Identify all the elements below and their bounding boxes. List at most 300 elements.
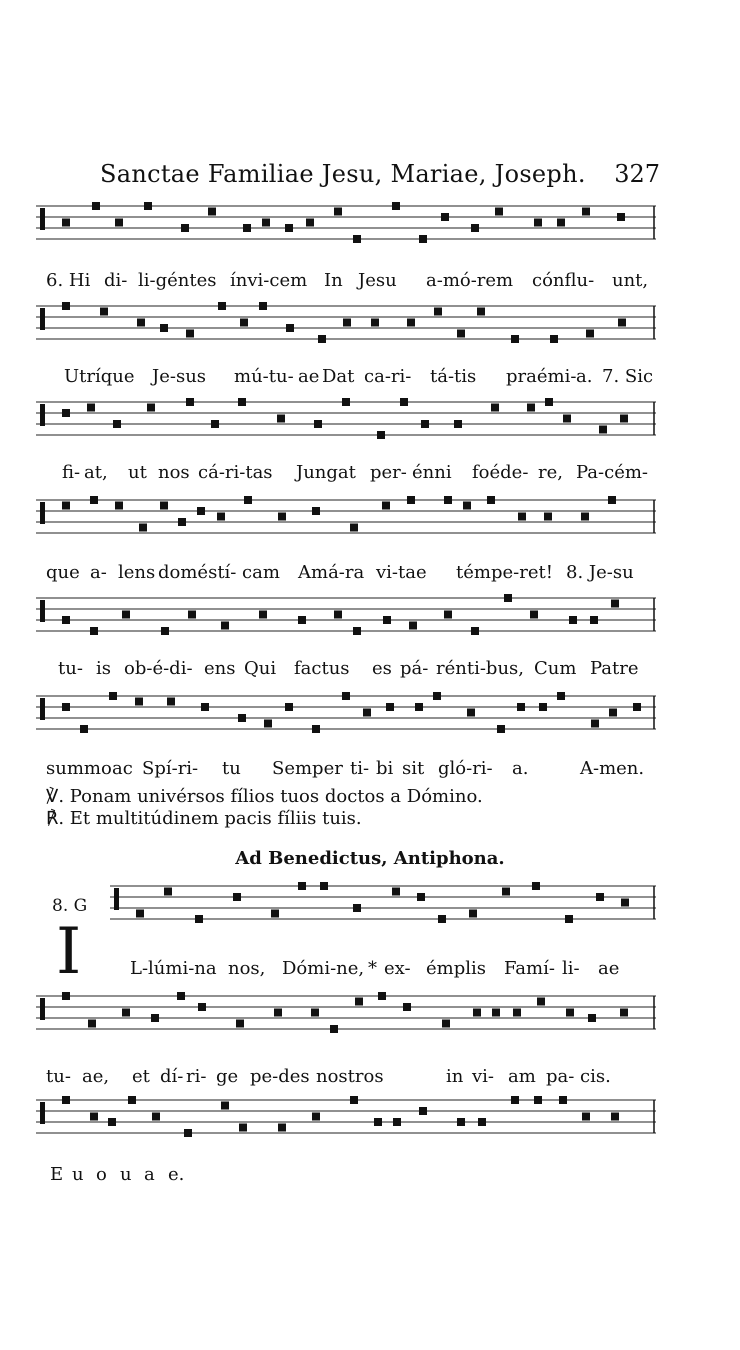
lyric-syllable: rénti-bus, [436,658,524,679]
chant-staff [36,200,656,250]
neume [100,308,108,316]
neume [415,703,423,711]
neume [177,992,185,1000]
lyric-syllable: cam [242,562,280,583]
staff-svg [36,592,656,642]
lyric-syllable: cá-ri-tas [198,462,273,483]
neume [409,622,417,630]
neume [122,611,130,619]
neume [434,308,442,316]
staff-svg [36,200,656,250]
neume [62,409,70,417]
neume [530,611,538,619]
lyric-syllable: unt, [612,270,649,291]
lyric-syllable: Patre [590,658,639,679]
neume [495,208,503,216]
lyric-syllable: Qui [244,658,277,679]
neume [511,335,519,343]
neume [342,398,350,406]
neume [478,1118,486,1126]
neume [318,335,326,343]
clef-mark [40,308,45,330]
neume [383,616,391,624]
neume [306,219,314,227]
neume [278,1124,286,1132]
lyric-syllable: In [324,270,343,291]
neume [334,611,342,619]
neume [311,1009,319,1017]
lyric-syllable: nostros [316,1066,384,1087]
neume [243,224,251,232]
neume [534,219,542,227]
neume [620,415,628,423]
neume [471,627,479,635]
neume [442,1020,450,1028]
lyric-syllable: ri- [186,1066,207,1087]
lyric-syllable: li-géntes [138,270,217,291]
neume [221,1102,229,1110]
lyric-syllable: ínvi-cem [230,270,308,291]
page-title: Sanctae Familiae Jesu, Mariae, Joseph. [100,160,586,188]
neume [62,219,70,227]
neume [88,1020,96,1028]
neume [596,893,604,901]
neume [186,398,194,406]
clef-mark [40,998,45,1020]
neume [62,616,70,624]
neume [90,496,98,504]
neume [136,910,144,918]
lyric-syllable: Famí- [504,958,555,979]
neume [609,709,617,717]
lyric-syllable: 7. Sic [602,366,654,387]
neume [441,213,449,221]
lyric-syllable: Jesu [358,270,397,291]
clef-mark [40,404,45,426]
lyric-syllable: doméstí- [158,562,237,583]
neume [471,224,479,232]
neume [371,319,379,327]
neume [590,616,598,624]
lyric-syllable: is [96,658,111,679]
neume [62,703,70,711]
lyric-syllable: ae, [82,1066,110,1087]
neume [160,324,168,332]
neume [320,882,328,890]
lyric-syllable: at, [84,462,108,483]
neume [565,915,573,923]
clef-mark [40,502,45,524]
neume [160,502,168,510]
neume [569,616,577,624]
neume [285,224,293,232]
lyric-syllable: ut [128,462,147,483]
lyric-syllable: ti- [350,758,370,779]
neume [161,627,169,635]
neume [312,725,320,733]
neume [487,496,495,504]
neume [262,219,270,227]
lyric-syllable: a- [90,562,107,583]
lyric-syllable: in [446,1066,464,1087]
neume [513,1009,521,1017]
staff-svg [36,690,656,740]
neume [392,202,400,210]
neume [285,703,293,711]
lyric-syllable: * [368,958,377,979]
neume [286,324,294,332]
lyric-syllable: pe-des [250,1066,310,1087]
lyric-syllable: ex- [384,958,411,979]
neume [539,703,547,711]
lyric-syllable: sit [402,758,425,779]
response: ℟. Et multitúdinem pacis fíliis tuis. [46,808,362,829]
neume [403,1003,411,1011]
lyric-line [46,1164,656,1188]
neume [433,692,441,700]
neume [274,1009,282,1017]
lyric-syllable: L-lúmi-na [130,958,217,979]
lyric-syllable: praémi- [506,366,577,387]
neume [109,692,117,700]
neume [271,910,279,918]
lyric-syllable: vi-tae [376,562,427,583]
neume [611,1113,619,1121]
clef-mark [40,698,45,720]
neume [621,899,629,907]
neume [550,335,558,343]
lyric-syllable: nos [158,462,190,483]
neume [221,622,229,630]
lyric-syllable: E [50,1164,64,1185]
neume [218,302,226,310]
neume [566,1009,574,1017]
neume [164,888,172,896]
neume [363,709,371,717]
neume [392,888,400,896]
neume [586,330,594,338]
neume [334,208,342,216]
neume [582,1113,590,1121]
lyric-syllable: émplis [426,958,486,979]
clef-mark [40,1102,45,1124]
neume [151,1014,159,1022]
neume [534,1096,542,1104]
lyric-syllable: ob-é-di- [124,658,193,679]
neume [152,1113,160,1121]
lyric-syllable: am [508,1066,536,1087]
neume [236,1020,244,1028]
clef-mark [40,208,45,230]
lyric-syllable: mú-tu- [234,366,294,387]
lyric-syllable: ae [298,366,320,387]
lyric-syllable: per- [370,462,407,483]
lyric-syllable: ens [204,658,236,679]
neume [611,600,619,608]
lyric-syllable: a. [512,758,529,779]
neume [278,513,286,521]
neume [407,319,415,327]
antiphon-heading: Ad Benedictus, Antiphona. [235,848,505,869]
neume [532,882,540,890]
lyric-syllable: pá- [400,658,429,679]
neume [400,398,408,406]
neume [620,1009,628,1017]
neume [264,720,272,728]
neume [527,404,535,412]
neume [211,420,219,428]
lyric-syllable: que [46,562,80,583]
neume [184,1129,192,1137]
chant-staff [36,592,656,642]
lyric-syllable: Dat [322,366,355,387]
lyric-syllable: li- [562,958,580,979]
lyric-line [46,366,656,390]
neume [343,319,351,327]
staff-svg [36,300,656,350]
lyric-syllable: fi- [62,462,81,483]
neume [502,888,510,896]
neume [147,404,155,412]
neume [80,725,88,733]
lyric-line [46,462,656,486]
neume [350,524,358,532]
neume [259,302,267,310]
neume [617,213,625,221]
lyric-syllable: tu- [58,658,83,679]
lyric-syllable: a [144,1164,155,1185]
neume [557,692,565,700]
neume [115,502,123,510]
neume [355,998,363,1006]
clef-mark [114,888,119,910]
neume [198,1003,206,1011]
neume [545,398,553,406]
neume [188,611,196,619]
neume [113,420,121,428]
neume [477,308,485,316]
neume [633,703,641,711]
neume [582,208,590,216]
staff-svg [36,1094,656,1144]
lyric-syllable: tu- [46,1066,71,1087]
neume [473,1009,481,1017]
neume [463,502,471,510]
lyric-syllable: Jungat [296,462,356,483]
neume [591,720,599,728]
lyric-syllable: tu [222,758,241,779]
lyric-syllable: tá-tis [430,366,477,387]
chant-staff [36,690,656,740]
neume [378,992,386,1000]
lyric-syllable: summo [46,758,112,779]
neume [87,404,95,412]
neume [233,893,241,901]
neume [382,502,390,510]
lyric-syllable: cis. [580,1066,611,1087]
lyric-line [46,758,656,782]
lyric-syllable: Amá-ra [298,562,365,583]
neume [167,698,175,706]
lyric-syllable: ac [112,758,133,779]
lyric-syllable: a-mó-rem [426,270,514,291]
neume [135,698,143,706]
lyric-syllable: gló-ri- [438,758,493,779]
neume [62,302,70,310]
neume [457,1118,465,1126]
neume [90,1113,98,1121]
lyric-syllable: nos, [228,958,266,979]
versicle: ℣. Ponam univérsos fílios tuos doctos a Dómino. [46,786,483,807]
staff-svg [36,396,656,446]
lyric-syllable: bi [376,758,394,779]
neume [208,208,216,216]
neume [298,882,306,890]
lyric-syllable: ae [598,958,620,979]
neume [386,703,394,711]
neume [186,330,194,338]
neume [353,235,361,243]
neume [467,709,475,717]
neume [239,1124,247,1132]
neume [517,703,525,711]
lyric-syllable: foéde- [472,462,529,483]
lyric-syllable: ca-ri- [364,366,412,387]
neume [178,518,186,526]
neume [181,224,189,232]
lyric-syllable: Semper [272,758,343,779]
neume [197,507,205,515]
neume [581,513,589,521]
neume [298,616,306,624]
neume [139,524,147,532]
neume [588,1014,596,1022]
neume [444,496,452,504]
lyric-line [46,658,656,682]
lyric-syllable: factus [294,658,350,679]
neume [62,1096,70,1104]
neume [454,420,462,428]
neume [511,1096,519,1104]
drop-initial: I [56,915,82,989]
neume [374,1118,382,1126]
lyric-syllable: et [132,1066,150,1087]
lyric-syllable: e. [168,1164,185,1185]
neume [407,496,415,504]
neume [504,594,512,602]
neume [457,330,465,338]
neume [259,611,267,619]
lyric-syllable: Utríque [64,366,135,387]
lyric-syllable: Je-sus [152,366,207,387]
lyric-syllable: témpe-ret! [456,562,553,583]
neume [557,219,565,227]
neume [492,1009,500,1017]
neume [421,420,429,428]
neume [469,910,477,918]
staff-svg [110,880,656,930]
lyric-line [46,1066,656,1090]
lyric-syllable: Pa-cém- [576,462,648,483]
staff-svg [36,494,656,544]
neume [244,496,252,504]
chant-staff [36,1094,656,1144]
neume [353,904,361,912]
neume [618,319,626,327]
neume [62,992,70,1000]
neume [238,714,246,722]
lyric-syllable: vi- [472,1066,495,1087]
lyric-syllable: u [72,1164,84,1185]
chant-staff [110,880,656,930]
neume [518,513,526,521]
lyric-line [130,958,656,982]
neume [314,420,322,428]
neume [544,513,552,521]
lyric-syllable: di- [104,270,128,291]
lyric-syllable: pa- [546,1066,575,1087]
lyric-syllable: o [96,1164,107,1185]
lyric-syllable: es [372,658,392,679]
neume [438,915,446,923]
neume [240,319,248,327]
neume [137,319,145,327]
neume [312,507,320,515]
lyric-syllable: énni [412,462,452,483]
mode-label: 8. G [52,896,88,916]
neume [444,611,452,619]
lyric-syllable: re, [538,462,563,483]
lyric-syllable: A-men. [580,758,645,779]
chant-staff [36,990,656,1040]
neume [419,235,427,243]
lyric-syllable: Spí-ri- [142,758,199,779]
lyric-syllable: lens [118,562,156,583]
neume [377,431,385,439]
lyric-syllable: 8. Je-su [566,562,634,583]
staff-svg [36,990,656,1040]
neume [195,915,203,923]
neume [238,398,246,406]
neume [342,692,350,700]
lyric-syllable: cónflu- [532,270,595,291]
page-header [100,160,660,192]
lyric-syllable: u [120,1164,132,1185]
lyric-line [46,270,656,294]
neume [144,202,152,210]
neume [419,1107,427,1115]
neume [128,1096,136,1104]
neume [90,627,98,635]
neume [417,893,425,901]
neume [353,627,361,635]
neume [608,496,616,504]
page-number: 327 [614,160,660,188]
chant-staff [36,494,656,544]
chant-staff [36,396,656,446]
neume [563,415,571,423]
lyric-syllable: ge [216,1066,239,1087]
lyric-syllable: Cum [534,658,577,679]
neume [312,1113,320,1121]
neume [350,1096,358,1104]
neume [277,415,285,423]
clef-mark [40,600,45,622]
neume [201,703,209,711]
lyric-syllable: Dómi-ne, [282,958,365,979]
lyric-line [46,562,656,586]
neume [497,725,505,733]
